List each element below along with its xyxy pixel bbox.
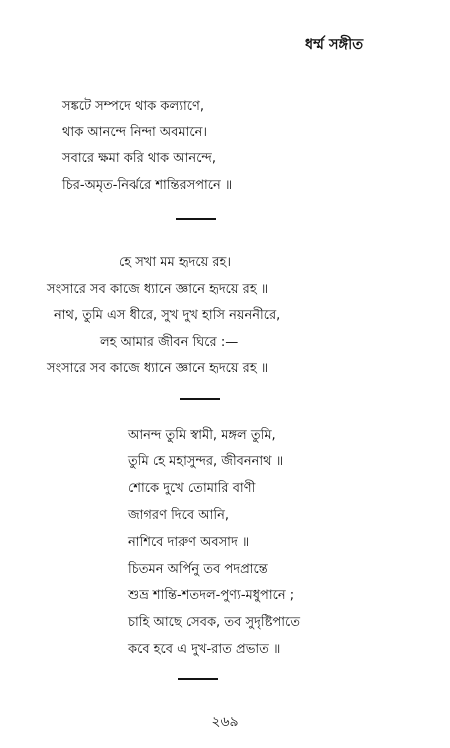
verse-line: থাক আনন্দে নিন্দা অবমানে। [62,125,208,140]
section-divider [176,218,216,220]
verse-line: লহ আমার জীবন ঘিরে :— [100,335,239,350]
section-divider [180,398,220,400]
verse-line: আনন্দ তুমি স্বামী, মঙ্গল তুমি, [128,428,276,443]
verse-line: তুমি হে মহাসুন্দর, জীবননাথ ॥ [128,454,284,469]
verse-line: কবে হবে এ দুখ-রাত প্রভাত ॥ [128,642,281,657]
verse-line: শুভ্র শান্তি-শতদল-পুণ্য-মধুপানে ; [128,588,295,603]
page-number: ২৬৯ [211,714,239,730]
verse-line: জাগরণ দিবে আনি, [128,508,229,523]
verse-line: সংসারে সব কাজে ধ্যানে জ্ঞানে হৃদয়ে রহ ॥ [47,361,269,376]
section-divider [178,678,218,680]
verse-line: সঙ্কটে সম্পদে থাক কল্যাণে, [62,99,204,114]
verse-line: সংসারে সব কাজে ধ্যানে জ্ঞানে হৃদয়ে রহ ॥ [47,282,269,297]
verse-line: সবারে ক্ষমা করি থাক আনন্দে, [62,151,216,166]
verse-line: শোকে দুখে তোমারি বাণী [128,481,256,496]
verse-line: নাথ, তুমি এস ধীরে, সুখ দুখ হাসি নয়ননীরে, [54,308,281,323]
verse-line: চির-অমৃত-নির্ঝরে শান্তিরসপানে ॥ [62,178,233,193]
verse-line: চিতমন অর্পিনু তব পদপ্রান্তে [128,562,268,577]
verse-line: নাশিবে দারুণ অবসাদ ॥ [128,535,250,550]
verse-line: চাহি আছে সেবক, তব সুদৃষ্টিপাতে [128,615,300,630]
verse-line: হে সখা মম হৃদয়ে রহ। [119,255,232,270]
page-header: ধর্ম্ম সঙ্গীত [305,37,364,53]
